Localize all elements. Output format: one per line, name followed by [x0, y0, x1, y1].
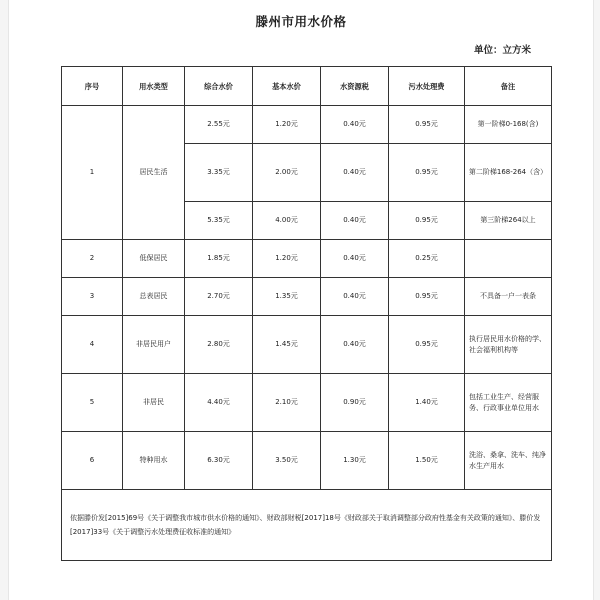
cell-no: 4 [62, 316, 123, 374]
header-type: 用水类型 [123, 67, 185, 106]
cell-sewage: 0.95元 [389, 316, 465, 374]
cell-base: 3.50元 [253, 432, 321, 490]
cell-sewage: 0.95元 [389, 278, 465, 316]
header-note: 备注 [465, 67, 552, 106]
cell-total: 6.30元 [185, 432, 253, 490]
cell-tax: 0.40元 [321, 144, 389, 202]
cell-tax: 0.40元 [321, 316, 389, 374]
page-title: 滕州市用水价格 [255, 14, 347, 29]
cell-note: 第二阶梯168-264（含） [465, 144, 552, 202]
cell-total: 3.35元 [185, 144, 253, 202]
cell-total: 2.70元 [185, 278, 253, 316]
cell-base: 4.00元 [253, 202, 321, 240]
cell-base: 2.00元 [253, 144, 321, 202]
cell-note [465, 240, 552, 278]
cell-note: 第三阶梯264以上 [465, 202, 552, 240]
cell-base: 1.45元 [253, 316, 321, 374]
cell-total: 4.40元 [185, 374, 253, 432]
cell-no: 6 [62, 432, 123, 490]
cell-note: 洗浴、桑拿、洗车、纯净水生产用水 [465, 432, 552, 490]
unit-label: 单位：立方米 [473, 45, 531, 56]
cell-note: 不具备一户一表条 [465, 278, 552, 316]
footnote-row [62, 490, 552, 561]
header-sewage-fee: 污水处理费 [389, 67, 465, 106]
cell-sewage: 0.95元 [389, 106, 465, 144]
cell-base: 1.35元 [253, 278, 321, 316]
cell-base: 1.20元 [253, 106, 321, 144]
table-row [62, 278, 552, 316]
header-resource-tax: 水资源税 [321, 67, 389, 106]
cell-total: 5.35元 [185, 202, 253, 240]
cell-sewage: 0.25元 [389, 240, 465, 278]
cell-tax: 0.40元 [321, 106, 389, 144]
cell-sewage: 0.95元 [389, 144, 465, 202]
cell-tax: 0.40元 [321, 240, 389, 278]
cell-type: 总表居民 [123, 278, 185, 316]
cell-note: 第一阶梯0-168(含) [465, 106, 552, 144]
table-row [62, 240, 552, 278]
cell-type: 特种用水 [123, 432, 185, 490]
cell-no: 5 [62, 374, 123, 432]
cell-type: 居民生活 [123, 106, 185, 240]
cell-type: 低保居民 [123, 240, 185, 278]
header-no: 序号 [62, 67, 123, 106]
cell-no: 3 [62, 278, 123, 316]
cell-tax: 1.30元 [321, 432, 389, 490]
cell-base: 2.10元 [253, 374, 321, 432]
header-total-price: 综合水价 [185, 67, 253, 106]
document-page [8, 0, 594, 600]
cell-total: 2.55元 [185, 106, 253, 144]
cell-sewage: 1.40元 [389, 374, 465, 432]
cell-note: 包括工业生产、经营服务、行政事业单位用水 [465, 374, 552, 432]
table-row [62, 106, 552, 144]
cell-type: 非居民用户 [123, 316, 185, 374]
footnote: 依据滕价发[2015]69号《关于调整我市城市供水价格的通知》、财政部财税[2017]18号《财政部关于取消调整部分政府性基金有关政策的通知》、滕价发[2017]33号《关于调整污水处理费征收标准的通知》 [62, 490, 552, 561]
header-base-price: 基本水价 [253, 67, 321, 106]
water-price-table [61, 66, 552, 561]
cell-tax: 0.40元 [321, 278, 389, 316]
cell-no: 1 [62, 106, 123, 240]
cell-tax: 0.90元 [321, 374, 389, 432]
cell-no: 2 [62, 240, 123, 278]
cell-sewage: 0.95元 [389, 202, 465, 240]
cell-note: 执行居民用水价格的学、社会福利机构等 [465, 316, 552, 374]
cell-total: 1.85元 [185, 240, 253, 278]
cell-type: 非居民 [123, 374, 185, 432]
cell-sewage: 1.50元 [389, 432, 465, 490]
cell-total: 2.80元 [185, 316, 253, 374]
table-row [62, 316, 552, 374]
table-header-row [62, 67, 552, 106]
cell-tax: 0.40元 [321, 202, 389, 240]
cell-base: 1.20元 [253, 240, 321, 278]
table-row [62, 374, 552, 432]
table-row [62, 432, 552, 490]
